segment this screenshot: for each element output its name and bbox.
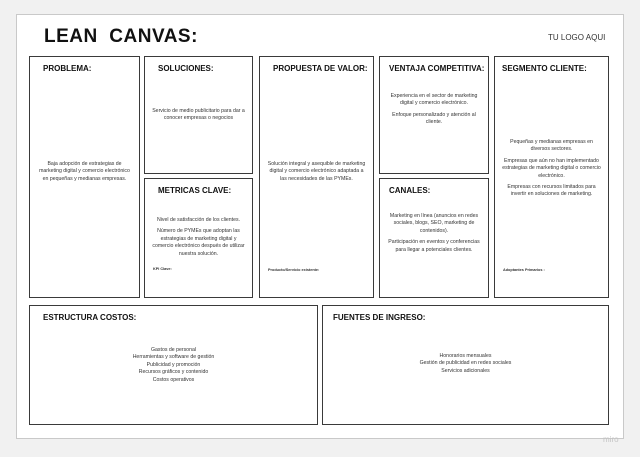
ventaja-text [386, 93, 482, 131]
propuesta-note: Producto/Servicio existente: [268, 268, 320, 272]
metricas-heading: METRICAS CLAVE: [158, 186, 232, 195]
soluciones-box[interactable] [144, 56, 253, 174]
logo-placeholder: TU LOGO AQUI [548, 33, 606, 42]
propuesta-text: Solución integral y asequible de marketing digital y comercio electrónico adaptada a las necesidades de las PYMEs. [267, 161, 366, 182]
metricas-text [151, 217, 246, 262]
costos-item: Publicidad y promoción [146, 361, 201, 368]
ingresos-item: Gestión de publicidad en redes sociales [419, 360, 512, 367]
problema-heading: PROBLEMA: [43, 64, 92, 73]
segmento-box[interactable] [494, 56, 609, 298]
canales-text [386, 213, 482, 258]
canales-heading: CANALES: [389, 186, 431, 195]
ingresos-box[interactable] [322, 305, 609, 425]
metricas-text-2: Número de PYMEs que adoptan las estrategias de marketing digital y comercio electrónico después de utilizar nuestra solución. [152, 228, 245, 257]
canales-text-2: Participación en eventos y conferencias para llegar a potenciales clientes. [388, 239, 480, 253]
segmento-text-1: Pequeñas y medianas empresas en diversos sectores. [510, 139, 593, 153]
metricas-text-1: Nivel de satisfacción de los clientes. [156, 217, 241, 223]
segmento-heading: SEGMENTO CLIENTE: [502, 64, 587, 73]
costos-list [36, 347, 311, 384]
ingresos-item: Servicios adicionales [441, 367, 490, 374]
ventaja-text-1: Experiencia en el sector de marketing digital y comercio electrónico. [390, 93, 478, 107]
soluciones-heading: SOLUCIONES: [158, 64, 214, 73]
miro-watermark: miro [603, 435, 619, 444]
ventaja-heading: VENTAJA COMPETITIVA: [389, 64, 485, 73]
segmento-text [501, 139, 602, 203]
ingresos-item: Honorarios mensuales [439, 353, 492, 359]
ingresos-heading: FUENTES DE INGRESO: [333, 313, 426, 322]
propuesta-heading: PROPUESTA DE VALOR: [273, 64, 368, 73]
problema-box[interactable] [29, 56, 140, 298]
canales-text-1: Marketing en línea (anuncios en redes sociales, blogs, SEO, marketing de contenidos). [389, 213, 479, 234]
segmento-text-2: Empresas que aún no han implementado estrategias de marketing digital o comercio electrónico. [502, 157, 601, 179]
ventaja-text-2: Enfoque personalizado y atención al cliente. [392, 111, 476, 126]
costos-item: Herramientas y software de gestión [132, 354, 215, 361]
soluciones-text: Servicio de medio publicitario para dar a conocer empresas o negocios [152, 108, 245, 122]
costos-heading: ESTRUCTURA COSTOS: [43, 313, 137, 322]
page-title: LEAN CANVAS: [44, 26, 198, 47]
ventaja-box[interactable] [379, 56, 489, 174]
ingresos-list [329, 353, 602, 375]
costos-box[interactable] [29, 305, 318, 425]
segmento-text-3: Empresas con recursos limitados para invertir en soluciones de marketing. [507, 184, 596, 198]
canales-box[interactable] [379, 178, 489, 298]
metricas-note: KPI Clave: [153, 267, 172, 271]
propuesta-box[interactable] [259, 56, 374, 298]
segmento-note: Adoptantes Primarios : [503, 268, 545, 272]
costos-item: Gastos de personal [151, 347, 196, 353]
problema-text: Baja adopción de estrategias de marketing digital y comercio electrónico en pequeñas y medianas empresas. [39, 161, 130, 182]
metricas-box[interactable] [144, 178, 253, 298]
costos-item: Costos operativos [152, 376, 195, 383]
costos-item: Recursos gráficos y contenido [138, 369, 209, 376]
